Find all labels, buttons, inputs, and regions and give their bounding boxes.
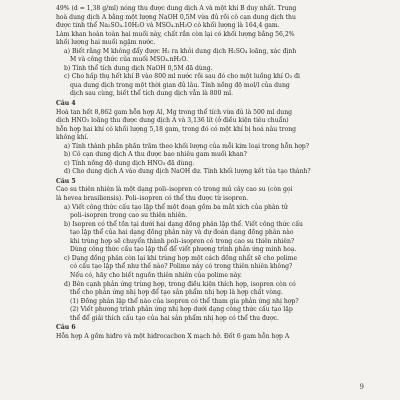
page-number: 9 — [359, 383, 364, 392]
text-line: được tinh thể Na₂SO₄.10H₂O và MSO₄.nH₂O có khối lượng là 164,4 gam. — [56, 22, 280, 30]
text-line: hỗn hợp hai khí có khối lượng 5,18 gam, trong đó có một khí bị hoá nâu trong — [56, 125, 297, 133]
text-line: tạo lập thể của hai dạng đồng phân này và dự đoán dạng đồng phân nào — [70, 229, 294, 237]
text-line: a) Biết rằng M không đẩy được H₂ ra khỏi dung dịch H₂SO₄ loãng, xác định — [64, 47, 297, 55]
text-line: (1) Đồng phân lập thể nào của isopren có thể tham gia phản ứng nhị hợp? — [70, 297, 299, 305]
text-line: c) Tính nồng độ dung dịch HNO₃ đã dùng. — [64, 159, 195, 167]
text-line: 49% (d = 1,38 g/ml) nóng thu được dung dịch A và một khí B duy nhất. Trung — [56, 5, 297, 12]
text-line: không khí. — [56, 134, 89, 142]
text-line: thể để giải thích cấu tạo của hai sản phẩm nhị hợp có thể thu được. — [70, 314, 279, 322]
text-line: Hoà tan hết 8,862 gam hỗn hợp Al, Mg trong thể tích vừa đủ là 500 ml dung — [56, 108, 293, 116]
text-line: qua dung dịch trong một thời gian đủ lâu. Tính nồng độ mol/l của dung — [70, 81, 290, 89]
text-line: M và công thức của muối MSO₄.nH₂O. — [70, 56, 188, 64]
text-line: d) Bên cạnh phản ứng trùng hợp, trong điều kiện thích hợp, isopren còn có — [64, 280, 296, 288]
text-line: b) Isopren có thể tồn tại dưới hai dạng đồng phân lập thể. Viết công thức cấu — [64, 220, 303, 228]
text-line: dịch HNO₃ loãng thu được dung dịch A và 3,136 lít (ở điều kiện tiêu chuẩn) — [56, 117, 289, 125]
text-line: dịch sau cùng, biết thể tích dung dịch vẫn là 800 ml. — [70, 90, 234, 98]
text-line: c) Dạng đồng phân còn lại khi trùng hợp một cách đồng nhất sẽ cho polime — [64, 254, 298, 262]
text-line: hoà dung dịch A bằng một lượng NaOH 0,5M vừa đủ rồi cô cạn dung dịch thu — [56, 13, 296, 21]
text-line: Nếu có, hãy cho biết nguồn thiên nhiên của polime này. — [70, 271, 242, 279]
text-line: có cấu tạo lập thể như thế nào? Polime này có trong thiên nhiên không? — [70, 263, 293, 271]
text-line: a) Tính thành phần phần trăm theo khối lượng của mỗi kim loại trong hỗn hợp? — [64, 142, 310, 150]
section-heading: Câu 4 — [56, 100, 76, 108]
text-body — [56, 5, 370, 341]
text-line: Dùng công thức cấu tạo lập thể để viết phương trình phản ứng minh hoạ. — [70, 246, 297, 254]
text-line: (2) Viết phương trình phản ứng nhị hợp dưới dạng công thức cấu tạo lập — [70, 306, 293, 314]
text-line: d) Cho dung dịch A vào dung dịch NaOH dư. Tính khối lượng kết tủa tạo thành? — [64, 168, 311, 176]
text-line: c) Cho hấp thụ hết khí B vào 800 ml nước rồi sau đó cho một luồng khí O₂ đi — [64, 73, 300, 81]
text-line: Hỗn hợp A gồm hiđro và một hiđrocacbon X mạch hở. Đốt 6 gam hỗn hợp A — [56, 332, 290, 340]
text-line: b) Cô cạn dung dịch A thu được bao nhiêu gam muối khan? — [64, 151, 247, 159]
text-line: b) Tính thể tích dung dịch NaOH 0,5M đã dùng. — [64, 64, 213, 72]
text-line: khối lượng hai muối ngậm nước. — [56, 39, 156, 47]
text-line: khi trùng hợp sẽ chuyển thành poli–isopren có trong cao su thiên nhiên? — [70, 237, 295, 245]
text-line: Cao su thiên nhiên là một dạng poli–isopren có trong mủ cây cao su (còn gọi — [56, 186, 293, 194]
text-line: thể cho phản ứng nhị hợp để tạo sản phẩm nhị hợp là hợp chất vòng. — [70, 289, 283, 297]
section-heading: Câu 5 — [56, 177, 76, 185]
text-line: poli–isopren trong cao su thiên nhiên. — [70, 212, 188, 220]
section-heading: Câu 6 — [56, 324, 76, 332]
text-line: Làm khan hoàn toàn hai muối này, chất rắn còn lại có khối lượng bằng 56,2% — [56, 30, 295, 38]
text-line: a) Viết công thức cấu tạo lập thể một đoạn gồm ba mắt xích của phân tử — [64, 203, 288, 211]
text-line: là hevea brasiliensis). Poli–isopren có thể thu được từ isopren. — [56, 195, 249, 203]
